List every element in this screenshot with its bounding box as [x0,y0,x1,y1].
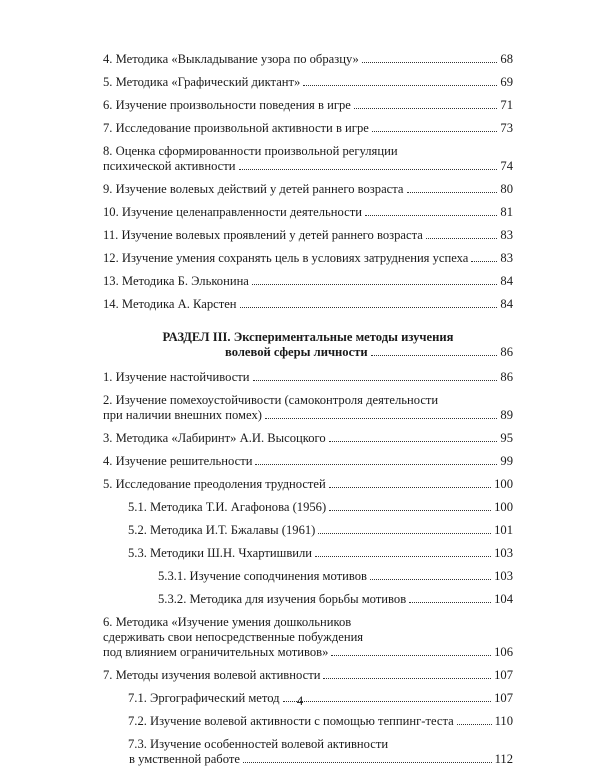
dot-leader [329,487,491,488]
dot-leader [255,464,497,465]
page-ref: 110 [494,714,513,728]
entry-number: 5.1. [128,500,147,514]
section-title-line: РАЗДЕЛ III. Экспериментальные методы изучения [162,330,454,344]
entry-number: 5.3.2. [158,592,187,606]
page-ref: 103 [494,569,513,583]
entry-number: 5.2. [128,523,147,537]
toc-entry [103,274,513,289]
dot-leader [331,655,491,656]
entry-number: 7.3. [128,737,147,751]
toc-entry [103,52,513,67]
entry-title: Изучение произвольности поведения в игре [115,98,351,112]
page-ref: 86 [500,345,513,359]
entry-title: Исследование произвольной активности в игре [115,121,369,135]
entry-title: Изучение волевых действий у детей раннего возраста [115,182,404,196]
toc-entry [103,370,513,385]
dot-leader [265,418,497,419]
page-ref: 99 [500,454,513,468]
entry-title: Методика «Лабиринт» А.И. Высоцкого [115,431,326,445]
entry-number: 14. [103,297,119,311]
entry-number: 7. [103,668,113,682]
entry-title: Изучение волевой активности с помощью теппинг-теста [150,714,454,728]
toc-entry [103,431,513,446]
dot-leader [362,62,498,63]
entry-number: 5. [103,75,113,89]
entry-number: 5. [103,477,113,491]
page-ref: 73 [500,121,513,135]
toc-subsubentry [103,592,513,607]
entry-number: 7.2. [128,714,147,728]
entry-title-line: Методика «Изучение умения дошкольников [115,615,352,629]
entry-title: в умственной работе [129,752,240,766]
entry-title: Методика Т.И. Агафонова (1956) [150,500,327,514]
entry-title: при наличии внешних помех) [103,408,262,422]
entry-title: Методика Б. Эльконина [121,274,249,288]
toc-entry [103,454,513,469]
dot-leader [323,678,491,679]
entry-title: под влиянием ограничительных мотивов» [103,645,329,659]
toc-entry-multiline [103,144,513,174]
entry-number: 3. [103,431,113,445]
page-ref: 89 [500,408,513,422]
dot-leader [426,238,498,239]
dot-leader [252,284,498,285]
page-ref: 107 [494,668,513,682]
toc-entry [103,121,513,136]
toc-subentry [103,500,513,515]
dot-leader [239,169,498,170]
toc-entry-multiline [103,615,513,660]
entry-title: Изучение умения сохранять цель в условиях затруднения успеха [121,251,469,265]
toc-subsubentry [103,569,513,584]
entry-title: Методики Ш.Н. Чхартишвили [150,546,313,560]
page-ref: 112 [494,752,513,766]
page-ref: 86 [500,370,513,384]
dot-leader [457,724,492,725]
page-ref: 80 [500,182,513,196]
entry-title: Изучение целенаправленности деятельности [121,205,362,219]
dot-leader [253,380,498,381]
section-title-line: волевой сферы личности [225,345,368,359]
toc-entry [103,228,513,243]
page-ref: 100 [494,477,513,491]
entry-title: психической активности [103,159,236,173]
entry-title-line: сдерживать свои непосредственные побуждения [103,630,364,644]
dot-leader [318,533,491,534]
toc-entry [103,205,513,220]
entry-title: Изучение соподчинения мотивов [189,569,367,583]
page-ref: 84 [500,274,513,288]
page-ref: 100 [494,500,513,514]
entry-number: 7. [103,121,113,135]
dot-leader [243,762,492,763]
dot-leader [372,131,498,132]
toc-subentry [103,523,513,538]
entry-number: 4. [103,454,113,468]
page-ref: 83 [500,228,513,242]
page-ref: 107 [494,691,513,705]
entry-title: Методика И.Т. Бжалавы (1961) [150,523,316,537]
page-ref: 81 [500,205,513,219]
entry-title: Эргографический метод [150,691,280,705]
page-ref: 95 [500,431,513,445]
dot-leader [409,602,491,603]
page-ref: 68 [500,52,513,66]
entry-title: Методика «Графический диктант» [115,75,301,89]
entry-number: 13. [103,274,119,288]
toc-subentry-multiline [103,737,513,767]
dot-leader [370,579,491,580]
entry-title-line: Изучение особенностей волевой активности [150,737,389,751]
entry-number: 1. [103,370,113,384]
dot-leader [240,307,498,308]
entry-title: Изучение волевых проявлений у детей раннего возраста [121,228,423,242]
entry-title-line: Изучение помехоустойчивости (самоконтроля деятельности [115,393,439,407]
entry-title: Изучение решительности [115,454,253,468]
page-ref: 71 [500,98,513,112]
entry-number: 6. [103,615,113,629]
page-ref: 103 [494,546,513,560]
entry-number: 2. [103,393,113,407]
toc-entry [103,182,513,197]
entry-number: 5.3. [128,546,147,560]
toc-subentry [103,714,513,729]
toc-entry [103,477,513,492]
page-number: 4 [296,693,304,708]
entry-number: 12. [103,251,119,265]
page-ref: 84 [500,297,513,311]
dot-leader [471,261,497,262]
toc-entry [103,297,513,312]
page-ref: 106 [494,645,513,659]
dot-leader [354,108,498,109]
page-ref: 83 [500,251,513,265]
entry-title: Изучение настойчивости [115,370,250,384]
entry-title: Методика «Выкладывание узора по образцу» [115,52,359,66]
toc-subentry [103,546,513,561]
entry-number: 5.3.1. [158,569,187,583]
entry-number: 6. [103,98,113,112]
toc-entry [103,75,513,90]
entry-number: 9. [103,182,113,196]
entry-title: Методика А. Карстен [121,297,237,311]
entry-title: Методика для изучения борьбы мотивов [189,592,407,606]
entry-title: Исследование преодоления трудностей [115,477,326,491]
toc-entry-multiline [103,393,513,423]
entry-number: 10. [103,205,119,219]
entry-number: 8. [103,144,113,158]
dot-leader [329,441,498,442]
section-heading [103,330,513,360]
dot-leader [365,215,497,216]
entry-title: Методы изучения волевой активности [115,668,321,682]
page-ref: 101 [494,523,513,537]
dot-leader [329,510,491,511]
dot-leader [303,85,497,86]
toc-entry [103,668,513,683]
dot-leader [371,355,498,356]
dot-leader [407,192,498,193]
page-ref: 74 [500,159,513,173]
entry-number: 11. [103,228,119,242]
entry-title-line: Оценка сформированности произвольной регуляции [115,144,398,158]
entry-number: 7.1. [128,691,147,705]
dot-leader [315,556,491,557]
page-ref: 69 [500,75,513,89]
entry-number: 4. [103,52,113,66]
table-of-contents [103,52,513,767]
page-ref: 104 [494,592,513,606]
toc-entry [103,251,513,266]
toc-entry [103,98,513,113]
